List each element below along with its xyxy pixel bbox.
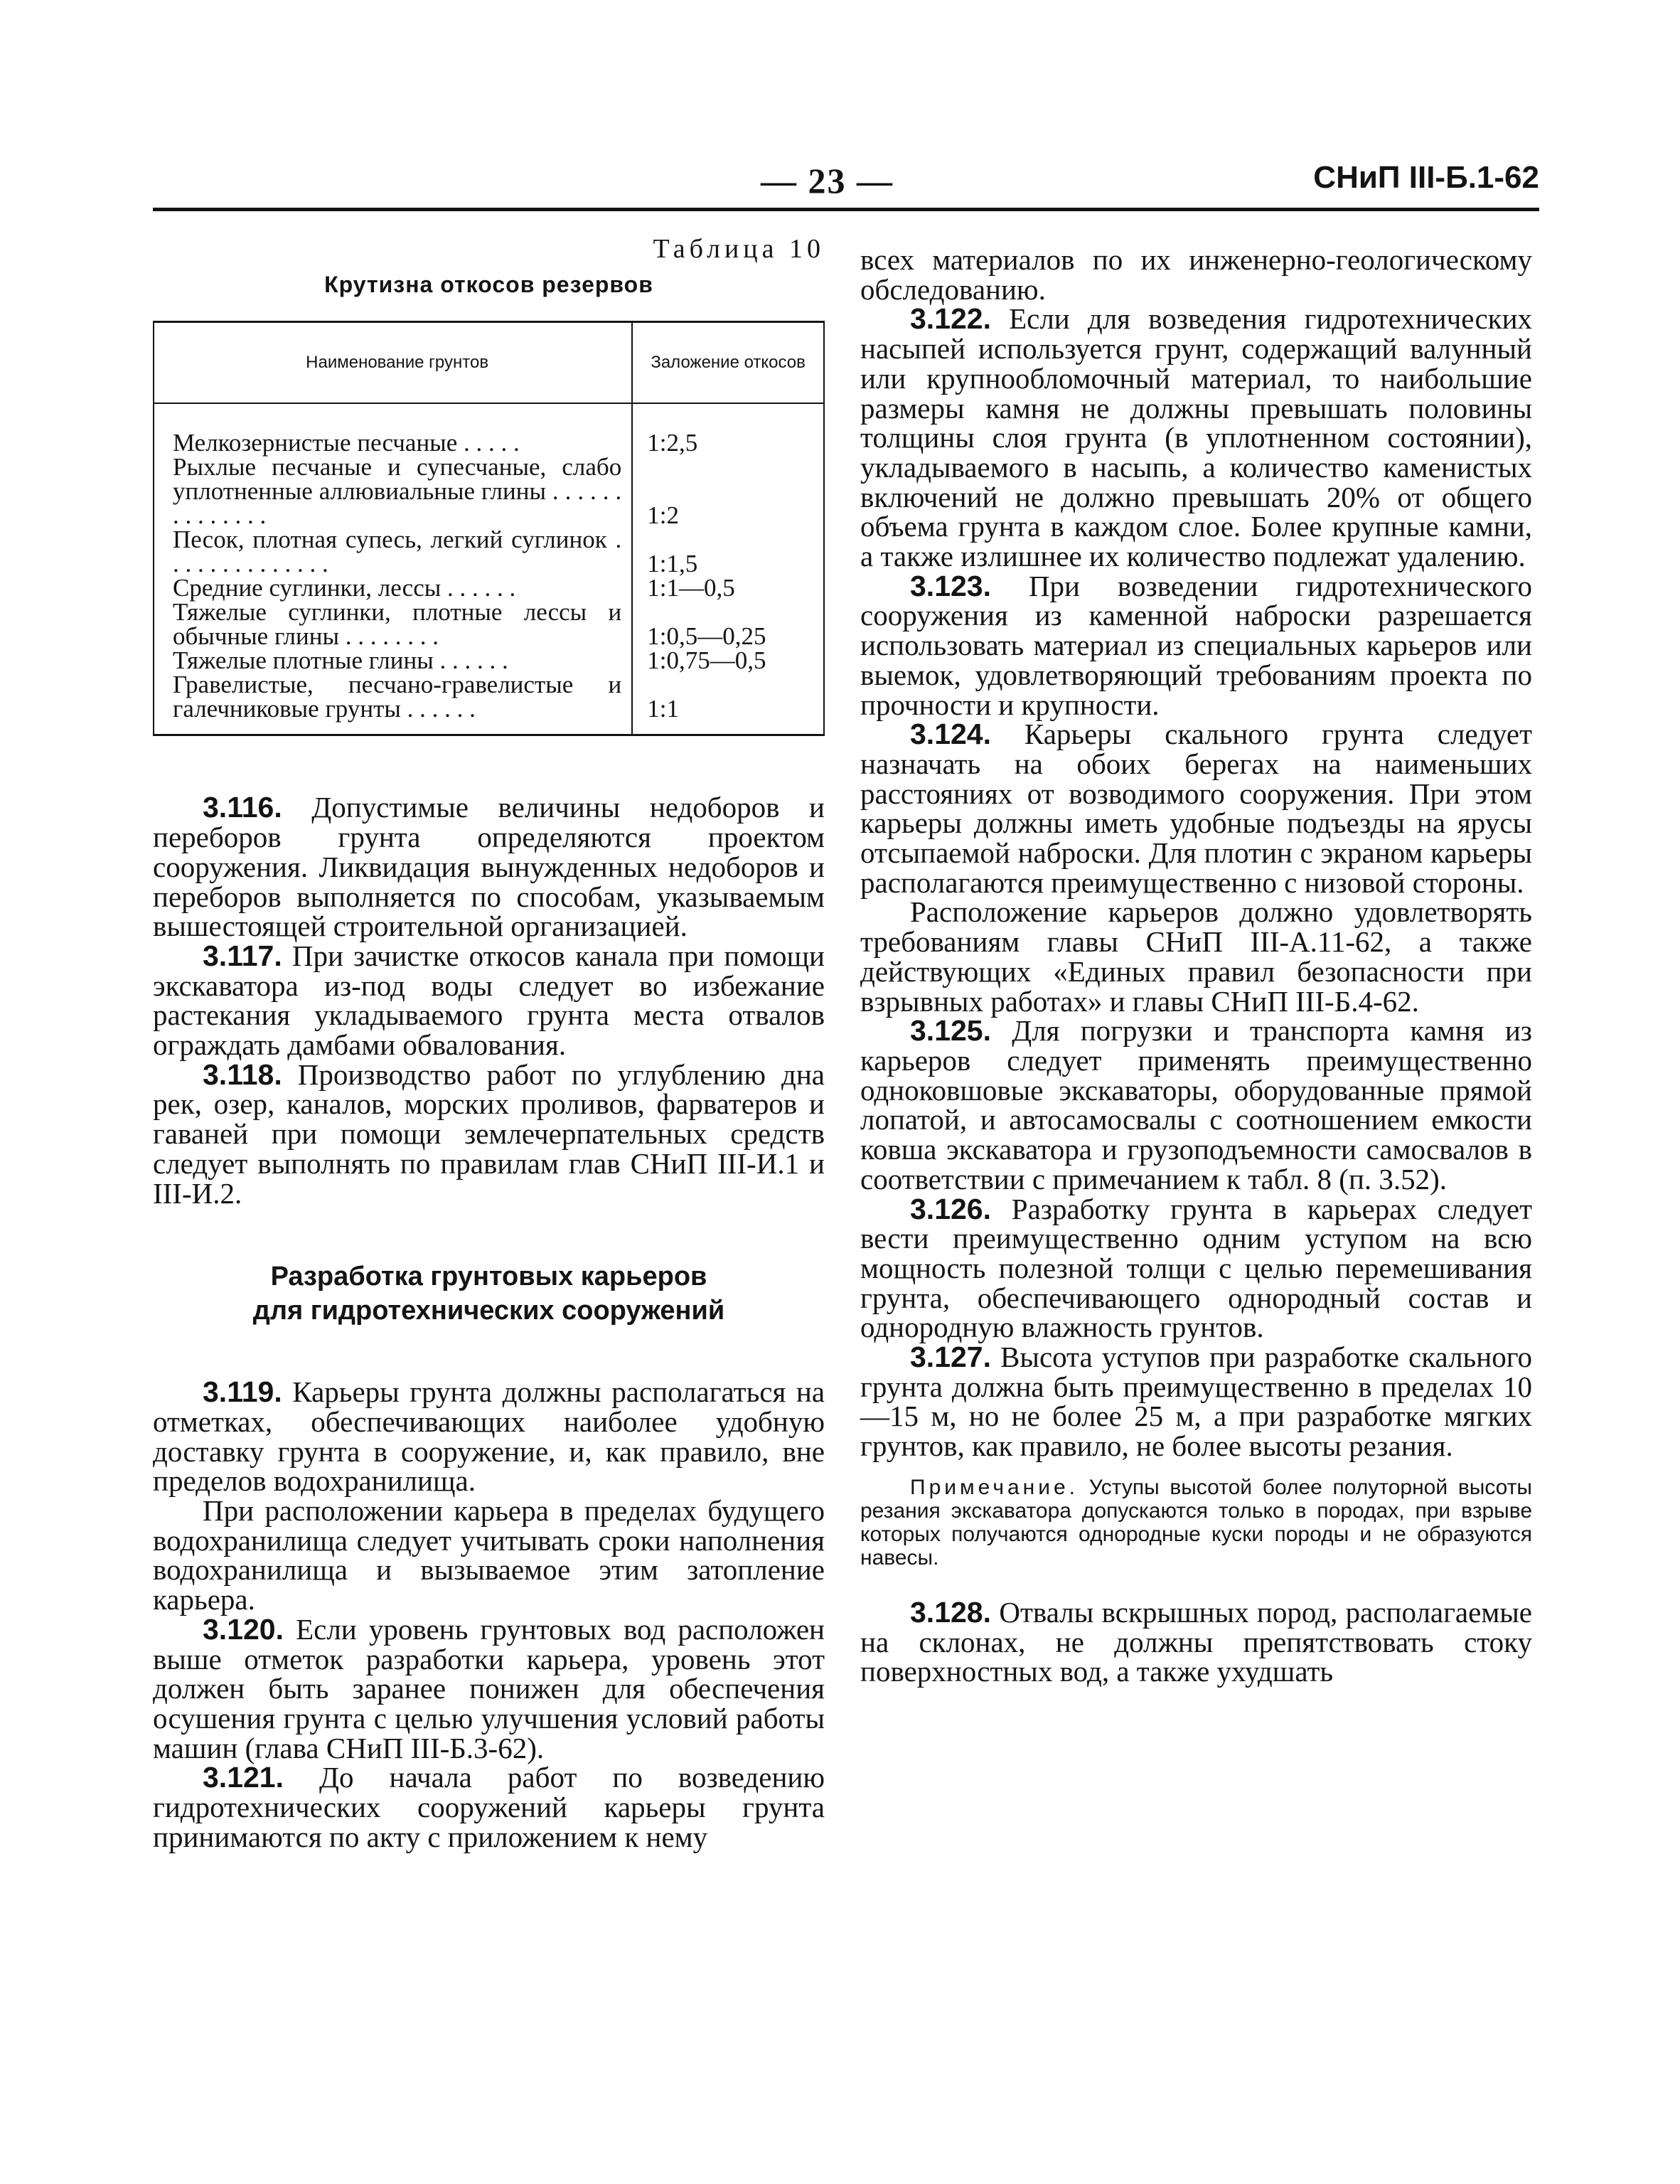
page-header	[153, 160, 1539, 210]
paragraph-number: 3.122.	[910, 302, 991, 336]
column-header-soil: Наименование грунтов	[154, 322, 632, 404]
table-row	[154, 673, 824, 735]
paragraph-3-121-continued: всех материалов по их инженерно-геологическому обследованию.	[860, 243, 1532, 306]
paragraph-text: Высота уступов при разработке скального грунта должна быть преимущественно в пределах 10—15 м, но не более 25 м, а при разработке мягких грунтов, как правило, не более высоты резания.	[860, 1341, 1532, 1463]
section-heading-line-2: для гидротехнических сооружений	[252, 1296, 725, 1326]
paragraph-text: При зачистке откосов канала при помощи экскаватора из-под воды следует во избежание растекания укладываемого грунта места отвалов ограждать дамбами обвалования.	[153, 939, 825, 1062]
table-row	[154, 455, 824, 528]
paragraph-number: 3.120.	[203, 1612, 284, 1646]
paragraph-text: При возведении гидротехнического сооружения из каменной наброски разрешается использовать материал из специальных карьеров или выемок, удовлетворяющий требованиям проекта по прочности и крупности.	[860, 569, 1532, 721]
soil-name: Гравелистые, песчано-гравелистые и галечниковые грунты . . . . . .	[154, 673, 632, 735]
paragraph-number: 3.119.	[203, 1375, 282, 1409]
paragraph-text: Разработку грунта в карьерах следует вести преимущественно одним уступом на всю мощность полезной толщи с целью перемешивания грунта, обеспечивающего однородный состав и однородную влажность грунтов.	[860, 1192, 1532, 1344]
paragraph-3-122	[860, 304, 1532, 571]
paragraph-3-127	[860, 1343, 1532, 1461]
slope-ratio: 1:2	[632, 455, 824, 528]
soil-name: Средние суглинки, лессы . . . . . .	[154, 576, 632, 600]
slope-ratio: 1:1	[632, 673, 824, 735]
table-label: Таблица 10	[653, 234, 825, 264]
paragraph-3-124-continued: Расположение карьеров должно удовлетворять требованиям главы СНиП III-А.11-62, а также действующих «Единых правил безопасности при взрывных работах» и главы СНиП III-Б.4-62.	[860, 895, 1532, 1018]
paragraph-text: Допустимые величины недоборов и переборов грунта определяются проектом сооружения. Ликвидация вынужденных недоборов и переборов выполняется по способам, указываемым вышестоящей строительной организацией.	[153, 791, 825, 943]
paragraph-3-128	[860, 1595, 1533, 1688]
paragraph-number: 3.121.	[203, 1761, 284, 1794]
paragraph-3-119	[153, 1375, 825, 1498]
section-heading-line-1: Разработка грунтовых карьеров	[270, 1262, 707, 1292]
paragraph-number: 3.116.	[203, 791, 282, 824]
slope-ratio: 1:1—0,5	[632, 576, 824, 600]
paragraph-text: Карьеры скального грунта следует назначать на обоих берегах на наименьших расстояниях от возводимого сооружения. При этом карьеры должны иметь удобные подъезды на ярусы отсыпаемой наброски. Для плотин с экраном карьеры располагаются преимущественно с низовой стороны.	[860, 718, 1533, 899]
page-number: — 23 —	[761, 161, 894, 201]
paragraph-number: 3.128.	[910, 1595, 991, 1629]
paragraph-number: 3.117.	[203, 939, 282, 972]
note-label: Примечание.	[910, 1475, 1079, 1499]
table-caption: Крутизна откосов резервов	[324, 271, 653, 297]
paragraph-text: Отвалы вскрышных пород, располагаемые на склонах, не должны препятствовать стоку поверхностных вод, а также ухудшать	[860, 1595, 1533, 1688]
soil-name: Песок, плотная супесь, легкий суглинок . . . . . . . . . . . . . .	[154, 528, 632, 576]
note	[860, 1476, 1532, 1570]
paragraph-number: 3.124.	[910, 718, 991, 751]
paragraph-3-117	[153, 939, 825, 1062]
paragraph-number: 3.123.	[910, 569, 991, 602]
slope-ratio: 1:0,5—0,25	[632, 600, 824, 649]
paragraph-text: Для погрузки и транспорта камня из карьеров следует применять преимущественно одноковшовые экскаваторы, оборудованные прямой лопатой, и автосамосвалы с соотношением емкости ковша экскаватора и грузоподъемности самосвалов в соответствии с примечанием к табл. 8 (п. 3.52).	[860, 1014, 1533, 1195]
soil-name: Мелкозернистые песчаные . . . . .	[154, 403, 632, 455]
slope-ratio: 1:2,5	[632, 403, 824, 455]
table-row	[154, 403, 824, 455]
paragraph-text: До начала работ по возведению гидротехнических сооружений карьеры грунта принимаются по акту с приложением к нему	[153, 1761, 825, 1853]
slope-ratio: 1:1,5	[632, 528, 824, 576]
paragraph-number: 3.125.	[910, 1014, 991, 1048]
paragraph-3-120	[153, 1612, 825, 1764]
paragraph-3-118	[153, 1060, 825, 1209]
paragraph-3-126	[860, 1192, 1532, 1344]
slope-ratio: 1:0,75—0,5	[632, 649, 824, 673]
slopes-table	[153, 321, 825, 736]
paragraph-3-116	[153, 793, 825, 942]
soil-name: Рыхлые песчаные и супесчаные, слабо уплотненные аллювиальные глины . . . . . . . . . . . . . .	[154, 455, 632, 528]
soil-name: Тяжелые плотные глины . . . . . .	[154, 649, 632, 673]
paragraph-number: 3.126.	[910, 1192, 991, 1225]
paragraph-text: Производство работ по углублению дна рек, озер, каналов, морских проливов, фарватеров и гаваней при помощи землечерпательных средств следует выполнять по правилам глав СНиП III-И.1 и III-И.2.	[153, 1058, 825, 1210]
soil-name: Тяжелые суглинки, плотные лессы и обычные глины . . . . . . . .	[154, 600, 632, 649]
paragraph-3-121	[153, 1763, 825, 1852]
table-row	[154, 600, 824, 649]
paragraph-text: Карьеры грунта должны располагаться на отметках, обеспечивающих наиболее удобную доставку грунта в сооружение, и, как правило, вне пределов водохранилища.	[153, 1375, 825, 1498]
paragraph-text: Если для возведения гидротехнических насыпей используется грунт, содержащий валунный или крупнообломочный материал, то наибольшие размеры камня не должны превышать половины толщины слоя грунта (в уплотненном состоянии), укладываемого в насыпь, а количество каменистых включений не должно превышать 20% от общего объема грунта в каждом слое. Более крупные камни, а также излишнее их количество подлежат удалению.	[860, 302, 1533, 573]
table-row	[154, 576, 824, 600]
header-rule	[153, 208, 1539, 211]
paragraph-number: 3.127.	[910, 1341, 991, 1374]
paragraph-text: Если уровень грунтовых вод расположен выше отметок разработки карьера, уровень этот должен быть заранее понижен для обеспечения осушения грунта с целью улучшения условий работы машин (глава СНиП III-Б.3-62).	[153, 1612, 825, 1764]
paragraph-3-124	[860, 720, 1532, 897]
paragraph-3-123	[860, 569, 1532, 721]
left-column	[153, 235, 825, 1853]
column-header-ratio: Заложение откосов	[632, 322, 824, 404]
document-code: СНиП III-Б.1-62	[1313, 160, 1539, 195]
paragraph-number: 3.118.	[203, 1058, 282, 1091]
table-row	[154, 649, 824, 673]
section-heading	[153, 1259, 825, 1328]
note-text: Уступы высотой более полуторной высоты резания экскаватора допускаются только в породах, при взрыве которых получаются однородные куски породы и не образуются навесы.	[860, 1475, 1532, 1570]
paragraph-3-119-continued: При расположении карьера в пределах будущего водохранилища следует учитывать сроки наполнения водохранилища и вызываемое этим затопление карьера.	[153, 1494, 825, 1616]
paragraph-3-125	[860, 1016, 1532, 1194]
table-row	[154, 528, 824, 576]
right-column	[860, 245, 1532, 1687]
